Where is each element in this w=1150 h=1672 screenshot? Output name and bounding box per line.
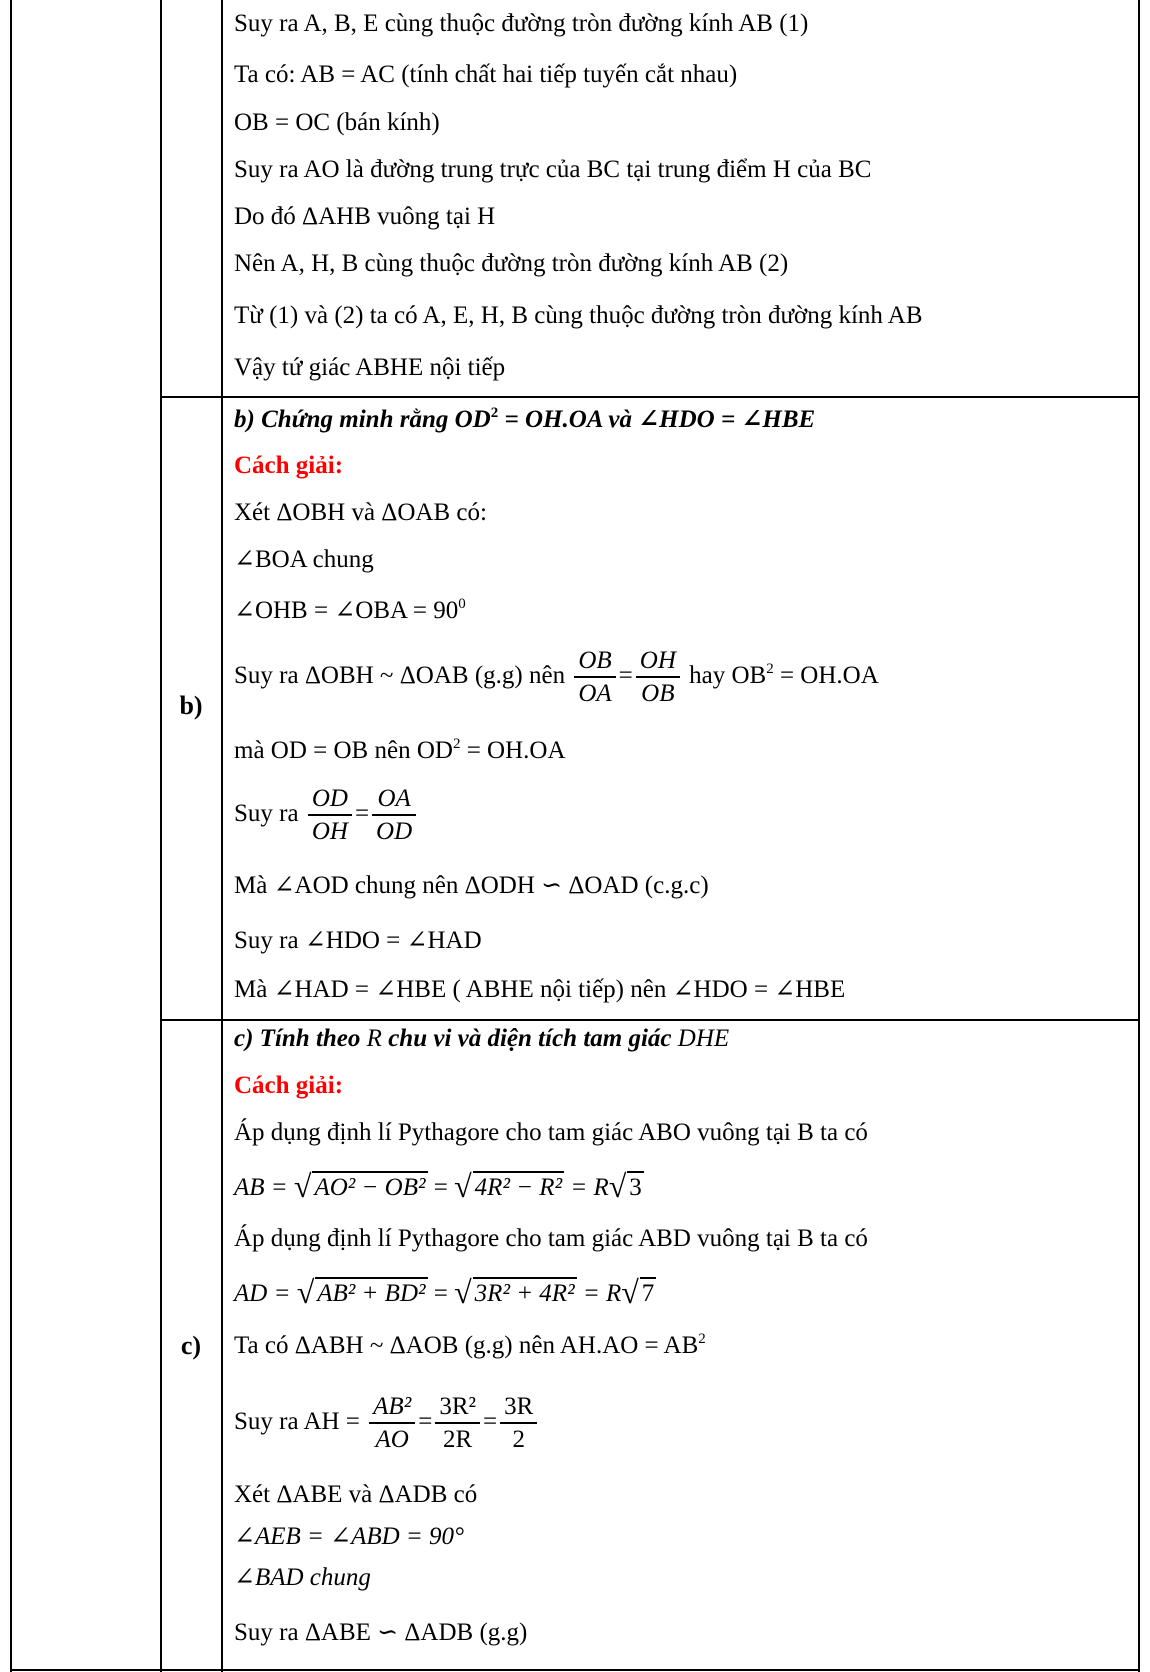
equals: = R	[576, 1280, 622, 1307]
equals: = R	[564, 1174, 609, 1201]
part-b-heading-math-3: ∠HDO = ∠HBE	[638, 406, 816, 433]
part-c-line-4-text: AD =	[234, 1280, 297, 1307]
fraction-ob-oa	[574, 645, 615, 710]
part-c-line-2-text: AB =	[234, 1174, 294, 1201]
part-b-heading-math-2: = OH.OA	[498, 406, 603, 433]
row-divider-c	[160, 1019, 1140, 1021]
part-c-line-10: Suy ra ΔABE ∽ ΔADB (g.g)	[234, 1619, 528, 1646]
part-c-line-5-sup: 2	[698, 1331, 706, 1347]
part-b-line-4-mid: hay OB	[689, 661, 767, 689]
part-b-heading-sup: 2	[490, 405, 499, 421]
part-b-line-2: ∠BOA chung	[234, 546, 374, 573]
fraction-numerator: OA	[372, 783, 416, 816]
fraction-numerator: AB²	[369, 1391, 415, 1424]
part-c-heading-triangle: DHE	[677, 1025, 730, 1052]
part-b-line-3	[234, 597, 466, 623]
table-border-left	[10, 0, 12, 1672]
part-c-heading	[234, 1026, 729, 1051]
part-c-line-7: Xét ΔABE và ΔADB có	[234, 1481, 478, 1508]
part-b-line-6-text: Suy ra	[234, 799, 299, 827]
radicand: 4R² − R²	[473, 1171, 564, 1203]
part-b-line-3-sup: 0	[458, 596, 466, 612]
sqrt-icon: √	[454, 1168, 472, 1204]
part-c-line-1: Áp dụng định lí Pythagore cho tam giác ABO vuông tại B ta có	[234, 1119, 868, 1146]
part-b-line-4-post: = OH.OA	[773, 661, 879, 689]
radicand: 3R² + 4R²	[473, 1277, 577, 1309]
part-a-line-8: Vậy tứ giác ABHE nội tiếp	[234, 354, 506, 381]
fraction-3r-2	[500, 1391, 537, 1456]
fraction-numerator: 3R	[500, 1391, 537, 1424]
sqrt-icon: √	[454, 1274, 472, 1310]
table-divider-2	[221, 0, 223, 1672]
fraction-numerator: OB	[574, 645, 615, 678]
part-c-line-5-text: Ta có ΔABH ~ ΔAOB (g.g) nên AH.AO = AB	[234, 1332, 699, 1359]
part-b-line-4: Suy ra ΔOBH ~ ΔOAB (g.g) nên $\frac{OB}{OA}$ = $\frac{OH}{OB}$ hay $OB^2 = OH.OA$	[234, 645, 879, 710]
fraction-ab2-ao	[369, 1391, 415, 1456]
part-b-line-5-sup: 2	[452, 736, 461, 752]
table-border-right	[1138, 0, 1140, 1672]
equals: =	[427, 1174, 455, 1201]
part-c-heading-r: R	[366, 1025, 382, 1052]
fraction-denominator: OD	[376, 818, 413, 846]
part-b-line-9: Mà ∠HAD = ∠HBE ( ABHE nội tiếp) nên ∠HDO = ∠HBE	[234, 976, 846, 1003]
fraction-oh-ob	[636, 645, 680, 710]
part-a-line-2: Ta có: AB = AC (tính chất hai tiếp tuyến cắt nhau)	[234, 61, 738, 88]
radicand: 7	[640, 1277, 657, 1309]
fraction-denominator: AO	[375, 1426, 409, 1454]
part-b-line-4-text: Suy ra ΔOBH ~ ΔOAB (g.g) nên	[234, 661, 566, 689]
fraction-denominator: 2R	[443, 1426, 473, 1454]
row-divider-b	[160, 396, 1140, 398]
part-a-line-5: Do đó ΔAHB vuông tại H	[234, 203, 496, 230]
part-c-label: c)	[180, 1331, 202, 1360]
part-b-heading-and: và	[602, 406, 639, 433]
part-c-line-8: ∠AEB = ∠ABD = 90°	[234, 1523, 465, 1550]
part-b-line-1: Xét ΔOBH và ΔOAB có:	[234, 499, 487, 526]
sqrt-icon: √	[296, 1274, 315, 1310]
part-b-line-3-text: ∠OHB = ∠OBA = 90	[234, 597, 459, 624]
radicand: AB² + BD²	[315, 1277, 427, 1309]
part-a-line-1: Suy ra A, B, E cùng thuộc đường tròn đường kính AB (1)	[234, 10, 809, 37]
sqrt-icon: √	[621, 1274, 639, 1310]
part-c-line-9: ∠BAD chung	[234, 1564, 371, 1591]
part-c-line-6-text: Suy ra AH =	[234, 1407, 360, 1435]
part-c-line-4	[234, 1274, 656, 1309]
part-c-line-2	[234, 1168, 644, 1203]
fraction-denominator: OA	[578, 680, 612, 708]
part-b-line-5-post: = OH.OA	[460, 737, 566, 764]
fraction-oa-od	[372, 783, 416, 848]
radicand: AO² − OB²	[312, 1171, 427, 1203]
part-b-line-5-text: mà OD = OB nên OD	[234, 737, 453, 764]
fraction-numerator: 3R²	[435, 1391, 480, 1424]
part-c-heading-post: chu vi và diện tích tam giác	[381, 1025, 678, 1052]
fraction-od-oh	[308, 783, 352, 848]
part-c-line-6: Suy ra AH = $\frac{\text{AB²}}{AO}$ = $\frac{\text{3R²}}{2R}$ = $\frac{3R}{2}$	[234, 1391, 540, 1456]
part-c-heading-text: c) Tính theo	[234, 1025, 367, 1052]
part-b-line-4-sup: 2	[766, 660, 774, 677]
part-c-method: Cách giải:	[234, 1072, 344, 1099]
sqrt-icon: √	[293, 1168, 312, 1204]
table-border-bottom	[10, 1669, 1140, 1671]
part-b-line-6: Suy ra $\frac{OD}{OH}$ = $\frac{OA}{OD}$	[234, 783, 419, 848]
part-b-line-5	[234, 737, 566, 763]
part-b-label: b)	[179, 691, 203, 720]
part-b-heading-text: b) Chứng minh rằng	[234, 406, 455, 433]
fraction-denominator: 2	[512, 1426, 525, 1454]
part-b-heading-math: OD	[454, 406, 491, 433]
fraction-3r2-2r	[435, 1391, 480, 1456]
fraction-denominator: OB	[641, 680, 675, 708]
part-c-line-5	[234, 1332, 706, 1358]
radicand: 3	[627, 1171, 644, 1203]
part-b-line-8: Suy ra ∠HDO = ∠HAD	[234, 927, 482, 954]
part-a-line-4: Suy ra AO là đường trung trực của BC tại trung điểm H của BC	[234, 156, 872, 183]
sqrt-icon: √	[608, 1168, 627, 1204]
part-b-heading	[234, 406, 815, 432]
part-a-line-3: OB = OC (bán kính)	[234, 109, 440, 136]
part-a-line-7: Từ (1) và (2) ta có A, E, H, B cùng thuộc đường tròn đường kính AB	[234, 302, 923, 329]
fraction-numerator: OH	[636, 645, 680, 678]
part-b-line-7: Mà ∠AOD chung nên ΔODH ∽ ΔOAD (c.g.c)	[234, 872, 709, 899]
part-c-line-3: Áp dụng định lí Pythagore cho tam giác ABD vuông tại B ta có	[234, 1225, 868, 1252]
table-divider-1	[160, 0, 162, 1672]
part-a-line-6: Nên A, H, B cùng thuộc đường tròn đường kính AB (2)	[234, 250, 789, 277]
part-b-method: Cách giải:	[234, 452, 344, 479]
fraction-denominator: OH	[311, 818, 348, 846]
fraction-numerator: OD	[308, 783, 352, 816]
equals: =	[427, 1280, 455, 1307]
